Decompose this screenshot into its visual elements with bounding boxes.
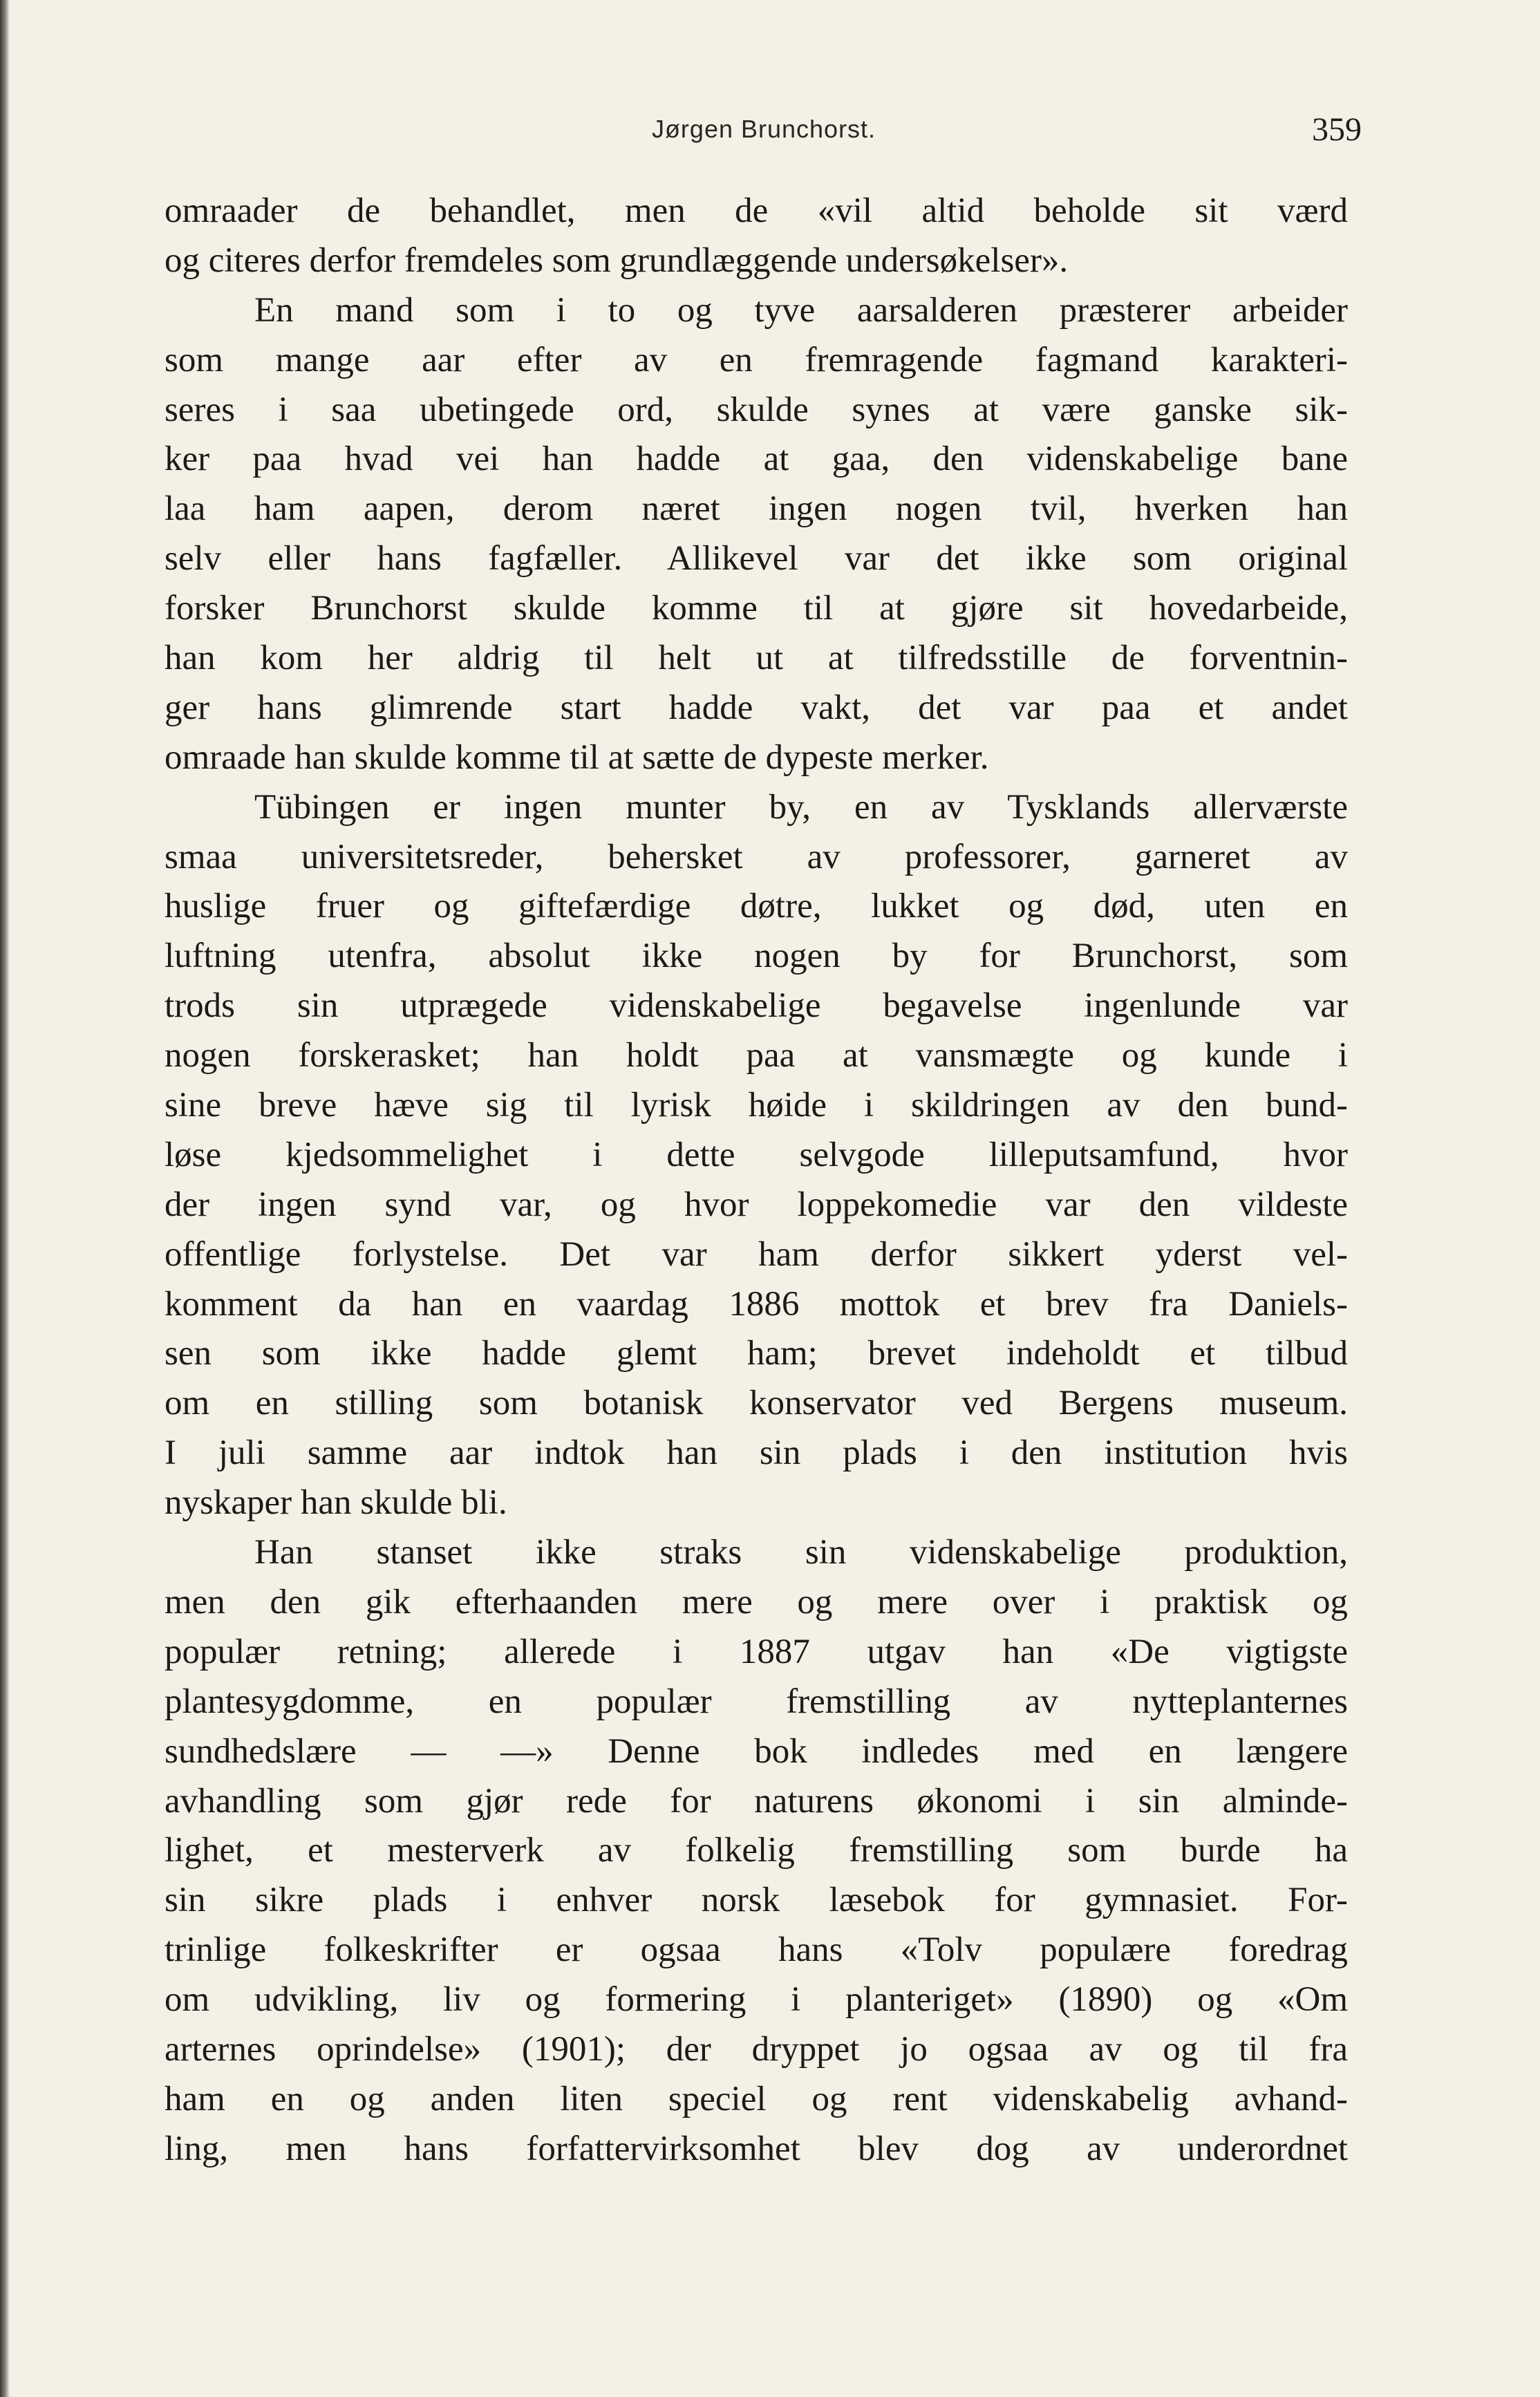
text-line: trods sin utprægede videnskabelige begavelse ingenlunde var (165, 986, 1348, 1026)
text-line: sundhedslære — —» Denne bok indledes med en længere (165, 1731, 1348, 1771)
text-line: som mange aar efter av en fremragende fagmand karakteri- (165, 340, 1348, 379)
text-line: om udvikling, liv og formering i planteriget» (1890) og «Om (165, 1980, 1348, 2020)
text-line: sine breve hæve sig til lyrisk høide i skildringen av den bund- (165, 1086, 1348, 1125)
text-line: luftning utenfra, absolut ikke nogen by for Brunchorst, som (165, 937, 1348, 976)
text-line: og citeres derfor fremdeles som grundlæggende undersøkelser». (165, 241, 1069, 280)
page-number: 359 (1312, 111, 1362, 148)
text-line: En mand som i to og tyve aarsalderen præsterer arbeider (254, 290, 1348, 330)
text-line: nyskaper han skulde bli. (165, 1483, 507, 1523)
text-line: smaa universitetsreder, behersket av professorer, garneret av (165, 837, 1348, 876)
text-line: arternes oprindelse» (1901); der dryppet jo ogsaa av og til fra (165, 2029, 1348, 2069)
text-line: forsker Brunchorst skulde komme til at gjøre sit hovedarbeide, (165, 589, 1348, 628)
text-line: løse kjedsommelighet i dette selvgode lilleputsamfund, hvor (165, 1135, 1348, 1174)
text-line: nogen forskerasket; han holdt paa at vansmægte og kunde i (165, 1036, 1348, 1075)
text-line: sin sikre plads i enhver norsk læsebok for gymnasiet. For- (165, 1881, 1348, 1920)
text-line: avhandling som gjør rede for naturens økonomi i sin alminde- (165, 1781, 1348, 1821)
text-line: Tübingen er ingen munter by, en av Tysklands allerværste (254, 787, 1348, 827)
text-line: selv eller hans fagfæller. Allikevel var det ikke som original (165, 539, 1348, 579)
text-line: om en stilling som botanisk konservator ved Bergens museum. (165, 1384, 1348, 1423)
page-edge-shadow (0, 0, 10, 2397)
text-line: trinlige folkeskrifter er ogsaa hans «Tolv populære foredrag (165, 1930, 1348, 1970)
running-head (166, 111, 1362, 152)
text-line: offentlige forlystelse. Det var ham derfor sikkert yderst vel- (165, 1234, 1348, 1274)
text-line: han kom her aldrig til helt ut at tilfredsstille de forventnin- (165, 639, 1348, 678)
text-line: huslige fruer og giftefærdige døtre, lukket og død, uten en (165, 887, 1348, 926)
text-line: ling, men hans forfattervirksomhet blev dog av underordnet (165, 2129, 1348, 2168)
text-line: plantesygdomme, en populær fremstilling av nytteplanternes (165, 1682, 1348, 1721)
text-line: ham en og anden liten speciel og rent videnskabelig avhand- (165, 2079, 1348, 2118)
text-line: ker paa hvad vei han hadde at gaa, den videnskabelige bane (165, 440, 1348, 479)
text-line: omraader de behandlet, men de «vil altid beholde sit værd (165, 191, 1348, 230)
text-line: populær retning; allerede i 1887 utgav han «De vigtigste (165, 1632, 1348, 1671)
text-line: Han stanset ikke straks sin videnskabelige produktion, (254, 1533, 1348, 1572)
running-title: Jørgen Brunchorst. (651, 115, 876, 143)
text-line: omraade han skulde komme til at sætte de dypeste merker. (165, 737, 989, 777)
text-line: sen som ikke hadde glemt ham; brevet indeholdt et tilbud (165, 1334, 1348, 1373)
text-line: seres i saa ubetingede ord, skulde synes at være ganske sik- (165, 390, 1348, 429)
text-line: ger hans glimrende start hadde vakt, det var paa et andet (165, 688, 1348, 727)
text-line: men den gik efterhaanden mere og mere over i praktisk og (165, 1582, 1348, 1622)
text-line: I juli samme aar indtok han sin plads i den institution hvis (165, 1434, 1348, 1473)
body-text (165, 187, 1348, 2174)
text-line: lighet, et mesterverk av folkelig fremstilling som burde ha (165, 1831, 1348, 1870)
text-line: laa ham aapen, derom næret ingen nogen tvil, hverken han (165, 489, 1348, 529)
text-line: der ingen synd var, og hvor loppekomedie var den vildeste (165, 1185, 1348, 1224)
text-line: komment da han en vaardag 1886 mottok et brev fra Daniels- (165, 1284, 1348, 1324)
